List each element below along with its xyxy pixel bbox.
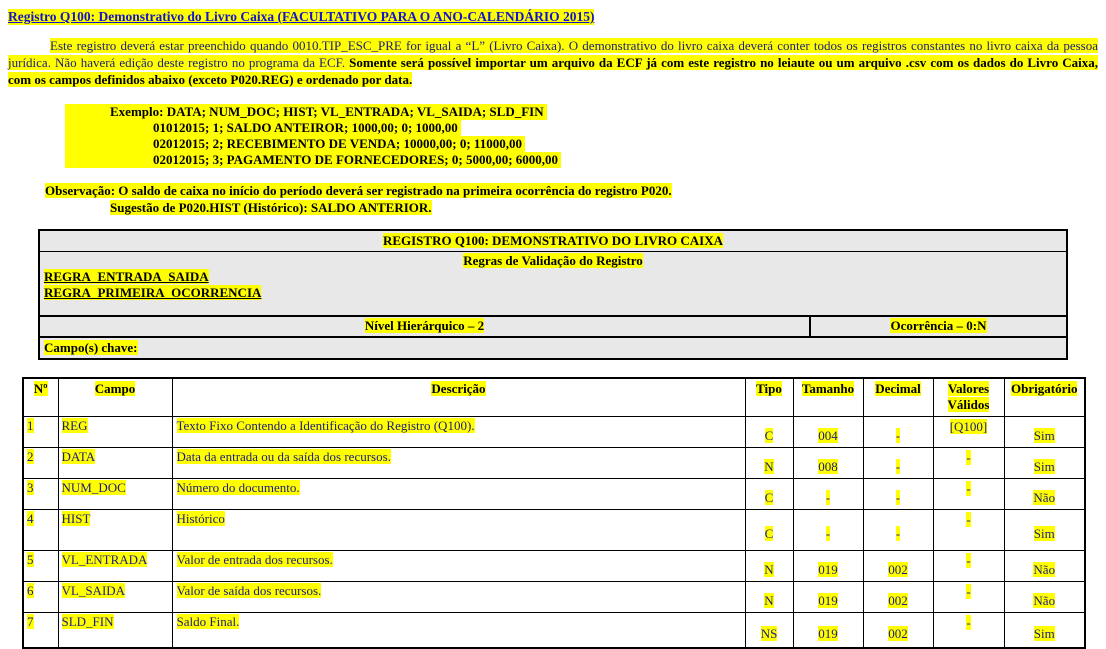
cell-decimal-text: -: [895, 427, 901, 443]
cell-campo-text: VL_ENTRADA: [61, 552, 148, 568]
cell-tipo: [745, 479, 793, 510]
cell-num-text: 3: [27, 480, 34, 496]
cell-campo-text: HIST: [61, 511, 91, 527]
cell-obrigatorio-text: Sim: [1033, 525, 1055, 541]
cell-num: [23, 551, 58, 582]
observation-line-1: [45, 183, 1106, 200]
cell-tipo-text: NS: [760, 625, 778, 641]
table-row: [23, 448, 1085, 479]
summary-title-row: [39, 230, 1067, 251]
cell-valores-text: -: [966, 450, 971, 466]
cell-decimal-text: 002: [888, 625, 908, 641]
cell-tipo: [745, 417, 793, 448]
col-header-decimal-text: Decimal: [875, 380, 921, 396]
cell-num-text: 5: [27, 552, 34, 568]
register-summary-table: [38, 229, 1068, 360]
cell-valores: [933, 510, 1004, 551]
example-line: 02012015; 2; RECEBIMENTO DE VENDA; 10000,00; 0; 11000,00: [65, 136, 525, 152]
cell-descricao-text: Valor de entrada dos recursos.: [176, 552, 333, 568]
cell-valores-text: -: [966, 615, 971, 631]
cell-decimal: [863, 613, 933, 648]
table-row: [23, 613, 1085, 648]
example-header-line: Exemplo: DATA; NUM_DOC; HIST; VL_ENTRADA; VL_SAIDA; SLD_FIN: [65, 104, 547, 120]
cell-num-text: 4: [27, 511, 34, 527]
validation-rules-header: [44, 253, 1062, 269]
cell-obrigatorio-text: Não: [1033, 489, 1056, 505]
cell-campo: [58, 448, 172, 479]
col-header-tipo-text: Tipo: [756, 380, 782, 396]
cell-tamanho-text: 019: [818, 592, 838, 608]
cell-obrigatorio-text: Sim: [1033, 625, 1055, 641]
col-header-descricao-text: Descrição: [431, 380, 486, 396]
cell-tamanho-text: -: [825, 525, 831, 541]
cell-decimal-text: -: [895, 458, 901, 474]
cell-tipo: [745, 510, 793, 551]
cell-tamanho-text: 019: [818, 625, 838, 641]
cell-tamanho: [793, 448, 863, 479]
cell-campo-text: DATA: [61, 449, 96, 465]
cell-campo: [58, 613, 172, 648]
cell-obrigatorio: [1004, 551, 1085, 582]
cell-tamanho-text: 004: [818, 427, 838, 443]
cell-tamanho: [793, 479, 863, 510]
cell-campo: [58, 479, 172, 510]
table-row: [23, 417, 1085, 448]
cell-num-text: 7: [27, 614, 34, 630]
cell-tipo-text: C: [764, 427, 774, 443]
col-header-obrigatorio: [1004, 378, 1085, 417]
cell-descricao-text: Texto Fixo Contendo a Identificação do Registro (Q100).: [176, 418, 475, 434]
example-line: 02012015; 3; PAGAMENTO DE FORNECEDORES; 0; 5000,00; 6000,00: [65, 152, 561, 168]
observation-line-1-text: Observação: O saldo de caixa no início do período deverá ser registrado na primeira ocorrência do registro P020.: [45, 183, 672, 199]
cell-num: [23, 510, 58, 551]
cell-obrigatorio-text: Não: [1033, 561, 1056, 577]
col-header-tipo: [745, 378, 793, 417]
hierarchy-level-cell: [39, 316, 810, 337]
cell-descricao-text: Histórico: [176, 511, 225, 527]
summary-key-row: [39, 337, 1067, 359]
cell-num-text: 2: [27, 449, 34, 465]
observation-line-2-text: Sugestão de P020.HIST (Histórico): SALDO ANTERIOR.: [110, 199, 432, 215]
cell-campo: [58, 582, 172, 613]
key-fields-cell: [39, 337, 1067, 359]
cell-decimal-text: -: [895, 525, 901, 541]
col-header-num-text: Nº: [33, 380, 48, 396]
cell-tipo-text: C: [764, 489, 774, 505]
cell-descricao-text: Valor de saída dos recursos.: [176, 583, 322, 599]
cell-num: [23, 448, 58, 479]
cell-tipo: [745, 582, 793, 613]
intro-paragraph: [8, 38, 1098, 88]
cell-num: [23, 613, 58, 648]
col-header-descricao: [172, 378, 745, 417]
cell-descricao: [172, 582, 745, 613]
cell-campo-text: VL_SAIDA: [61, 583, 126, 599]
key-fields-label: Campo(s) chave:: [44, 339, 138, 355]
cell-campo-text: NUM_DOC: [61, 480, 126, 496]
cell-campo-text: SLD_FIN: [61, 614, 114, 630]
cell-decimal-text: -: [895, 489, 901, 505]
cell-tipo-text: N: [764, 458, 774, 474]
cell-valores-text: -: [966, 584, 971, 600]
validation-rules-header-text: Regras de Validação do Registro: [463, 252, 643, 268]
table-row: [23, 479, 1085, 510]
cell-tamanho-text: 019: [818, 561, 838, 577]
col-header-tamanho: [793, 378, 863, 417]
fields-table: [22, 377, 1086, 649]
cell-obrigatorio-text: Sim: [1033, 458, 1055, 474]
cell-tamanho: [793, 510, 863, 551]
col-header-obrigatorio-text: Obrigatório: [1011, 380, 1078, 396]
cell-descricao-text: Data da entrada ou da saída dos recursos.: [176, 449, 391, 465]
cell-decimal: [863, 510, 933, 551]
cell-obrigatorio-text: Sim: [1033, 427, 1055, 443]
validation-rule-2: [44, 285, 261, 301]
intro-regular-text: Este registro deverá estar preenchido quando 0010.TIP_ESC_PRE for igual a “L” (Livro Caixa). O demonstrativo do livro caixa deverá conter todos os registros constantes no livro caixa da pessoa jurídica. Não haverá edição deste registro no programa da ECF.: [8, 38, 1098, 70]
table-row: [23, 510, 1085, 551]
cell-obrigatorio: [1004, 417, 1085, 448]
cell-tipo: [745, 613, 793, 648]
cell-valores-text: -: [966, 481, 971, 497]
occurrence-cell: [810, 316, 1067, 337]
cell-descricao: [172, 448, 745, 479]
cell-tipo: [745, 551, 793, 582]
table-row: [23, 582, 1085, 613]
cell-tamanho: [793, 551, 863, 582]
example-block: [65, 104, 1106, 168]
validation-rule-1-text: REGRA_ENTRADA_SAIDA: [44, 268, 209, 284]
cell-obrigatorio: [1004, 479, 1085, 510]
cell-descricao: [172, 510, 745, 551]
cell-campo: [58, 417, 172, 448]
page-title: Registro Q100: Demonstrativo do Livro Caixa (FACULTATIVO PARA O ANO-CALENDÁRIO 2015): [8, 9, 595, 24]
cell-descricao: [172, 417, 745, 448]
cell-decimal: [863, 479, 933, 510]
summary-meta-row: [39, 316, 1067, 337]
observation-block: [0, 183, 1106, 216]
cell-campo: [58, 510, 172, 551]
cell-obrigatorio: [1004, 448, 1085, 479]
cell-decimal: [863, 582, 933, 613]
summary-rules-cell: [39, 251, 1067, 316]
register-title: REGISTRO Q100: DEMONSTRATIVO DO LIVRO CAIXA: [382, 233, 724, 249]
cell-valores: [933, 448, 1004, 479]
col-header-valores: [933, 378, 1004, 417]
cell-descricao: [172, 613, 745, 648]
example-line: 01012015; 1; SALDO ANTEIROR; 1000,00; 0; 1000,00: [65, 120, 461, 136]
occurrence: Ocorrência – 0:N: [890, 318, 987, 334]
cell-descricao-text: Saldo Final.: [176, 614, 240, 630]
col-header-decimal: [863, 378, 933, 417]
cell-tipo-text: C: [764, 525, 774, 541]
cell-obrigatorio: [1004, 613, 1085, 648]
cell-obrigatorio: [1004, 582, 1085, 613]
cell-num-text: 6: [27, 583, 34, 599]
hierarchy-level: Nível Hierárquico – 2: [364, 318, 485, 334]
cell-descricao: [172, 479, 745, 510]
cell-num: [23, 479, 58, 510]
col-header-campo: [58, 378, 172, 417]
table-row: [23, 551, 1085, 582]
cell-tamanho: [793, 582, 863, 613]
cell-decimal-text: 002: [888, 561, 908, 577]
cell-tipo: [745, 448, 793, 479]
cell-valores: [933, 613, 1004, 648]
intro-bold-text: Somente será possível importar um arquivo da ECF já com este registro no leiaute ou um arquivo .csv com os dados do Livro Caixa, com os campos definidos abaixo (exceto P020.REG) e ordenado por data.: [8, 54, 1098, 87]
fields-table-header-row: [23, 378, 1085, 417]
cell-descricao-text: Número do documento.: [176, 480, 300, 496]
cell-tipo-text: N: [764, 561, 774, 577]
col-header-tamanho-text: Tamanho: [801, 380, 855, 396]
cell-valores: [933, 417, 1004, 448]
cell-campo: [58, 551, 172, 582]
cell-num: [23, 582, 58, 613]
cell-descricao: [172, 551, 745, 582]
cell-tamanho: [793, 417, 863, 448]
cell-tipo-text: N: [764, 592, 774, 608]
validation-rule-2-text: REGRA_PRIMEIRA_OCORRENCIA: [44, 284, 262, 300]
cell-valores-text: [Q100]: [949, 419, 988, 435]
col-header-campo-text: Campo: [94, 380, 136, 396]
cell-decimal-text: 002: [888, 592, 908, 608]
observation-line-2: [110, 200, 1106, 217]
cell-valores: [933, 479, 1004, 510]
col-header-num: [23, 378, 58, 417]
cell-num-text: 1: [27, 418, 34, 434]
cell-decimal: [863, 448, 933, 479]
cell-obrigatorio: [1004, 510, 1085, 551]
cell-tamanho-text: 008: [818, 458, 838, 474]
cell-valores: [933, 551, 1004, 582]
cell-obrigatorio-text: Não: [1033, 592, 1056, 608]
cell-num: [23, 417, 58, 448]
cell-decimal: [863, 417, 933, 448]
summary-rules-row: [39, 251, 1067, 316]
cell-tamanho: [793, 613, 863, 648]
cell-tamanho-text: -: [825, 489, 831, 505]
col-header-valores-text: Valores Válidos: [947, 380, 990, 412]
cell-valores-text: -: [966, 553, 971, 569]
cell-campo-text: REG: [61, 418, 88, 434]
summary-title-cell: [39, 230, 1067, 251]
validation-rule-1: [44, 269, 209, 285]
cell-decimal: [863, 551, 933, 582]
cell-valores-text: -: [966, 512, 971, 528]
cell-valores: [933, 582, 1004, 613]
